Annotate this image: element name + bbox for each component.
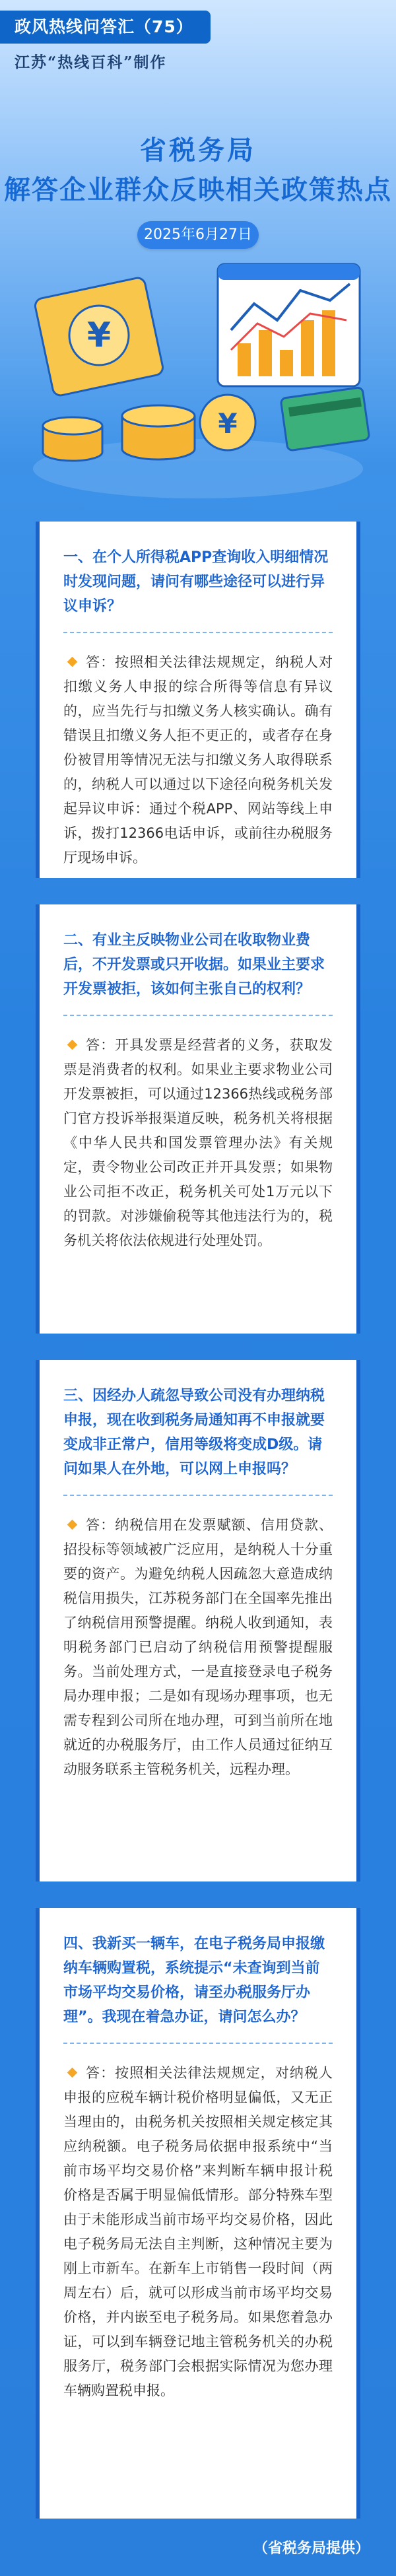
svg-text:¥: ¥	[86, 316, 112, 355]
answer-2	[63, 1016, 333, 1271]
question-3: 三、因经办人疏忽导致公司没有办理纳税申报，现在收到税务局通知再不申报就要变成非正常户，信用等级将变成D级。请问如果人在外地，可以网上申报吗？	[63, 1360, 333, 1496]
page-title: 省税务局	[140, 135, 256, 166]
producer-label: 江苏“热线百科”制作	[15, 53, 167, 71]
answer-1-text: 答：按照相关法律法规规定，纳税人对扣缴义务人申报的综合所得等信息有异议的，应当先行与扣缴义务人核实确认。确有错误且扣缴义务人拒不更正的，或者存在身份被冒用等情况无法与扣缴义务人取得联系的，纳税人可以通过以下途径向税务机关发起异议申诉：通过个税APP、网站等线上申诉，拨打12366电话申诉，或前往办税服务厅现场申诉。	[63, 654, 333, 865]
bank-card-icon	[280, 387, 370, 451]
chart-board-icon	[218, 264, 360, 386]
hero-illustration	[0, 251, 396, 515]
bullet-icon	[67, 1040, 78, 1050]
answer-4-text: 答：按照相关法律法规规定，对纳税人申报的应税车辆计税价格明显偏低，又无正当理由的，由税务机关按照相关规定核定其应纳税额。电子税务局依据申报系统中“当前市场平均交易价格”来判断车辆申报计税价格是否属于明显偏低情形。部分特殊车型由于未能形成当前市场平均交易价格，因此电子税务局无法自主判断，这种情况主要为刚上市新车。在新车上市销售一段时间（两周左右）后，就可以形成当前市场平均交易价格，并内嵌至电子税务局。如果您着急办证，可以到车辆登记地主管税务机关的办税服务厅，税务部门会根据实际情况为您办理车辆购置税申报。	[63, 2065, 333, 2398]
page-subtitle: 解答企业群众反映相关政策热点	[4, 175, 392, 205]
bullet-icon	[67, 2068, 78, 2078]
qa-card-4	[40, 1908, 356, 2519]
series-label: 政风热线问答汇（75）	[0, 11, 211, 44]
answer-3-text: 答：纳税信用在发票赋额、信用贷款、招投标等领域被广泛应用，是纳税人十分重要的资产。为避免纳税人因疏忽大意造成纳税信用损失，江苏税务部门在全国率先推出了纳税信用预警提醒。纳税人收到通知，表明税务部门已启动了纳税信用预警提醒服务。当前处理方式，一是直接登录电子税务局办理申报；二是如有现场办理事项，也无需专程到公司所在地办理，可到当前所在地就近的办税服务厅，由工作人员通过征纳互动服务联系主管税务机关，远程办理。	[63, 1517, 333, 1777]
question-1: 一、在个人所得税APP查询收入明细情况时发现问题，请问有哪些途径可以进行异议申诉？	[63, 522, 333, 633]
coin-stack-icon	[43, 395, 255, 461]
answer-3	[63, 1496, 333, 1800]
qa-card-2	[40, 904, 356, 1334]
answer-4	[63, 2044, 333, 2422]
bullet-icon	[67, 657, 78, 667]
source-note: （省税务局提供）	[253, 2540, 370, 2557]
svg-text:¥: ¥	[218, 407, 238, 440]
qa-card-3	[40, 1360, 356, 1881]
date-badge: 2025年6月27日	[137, 221, 259, 249]
header	[0, 0, 396, 79]
answer-1	[63, 633, 333, 889]
answer-2-text: 答：开具发票是经营者的义务，获取发票是消费者的权利。如果业主要求物业公司开发票被拒，可以通过12366热线或税务部门官方投诉举报渠道反映，税务机关将根据《中华人民共和国发票管理办法》有关规定，责令物业公司改正并开具发票；如果物业公司拒不改正，税务机关可处1万元以下的罚款。对涉嫌偷税等其他违法行为的，税务机关将依法依规进行处理处罚。	[63, 1037, 333, 1248]
bullet-icon	[67, 1520, 78, 1530]
question-4: 四、我新买一辆车，在电子税务局申报缴纳车辆购置税，系统提示“未查询到当前市场平均交易价格，请至办税服务厅办理”。我现在着急办证，请问怎么办？	[63, 1908, 333, 2044]
question-2: 二、有业主反映物业公司在收取物业费后，不开发票或只开收据。如果业主要求开发票被拒，该如何主张自己的权利？	[63, 904, 333, 1016]
qa-card-1	[40, 522, 356, 878]
yen-bill-icon	[34, 277, 164, 397]
